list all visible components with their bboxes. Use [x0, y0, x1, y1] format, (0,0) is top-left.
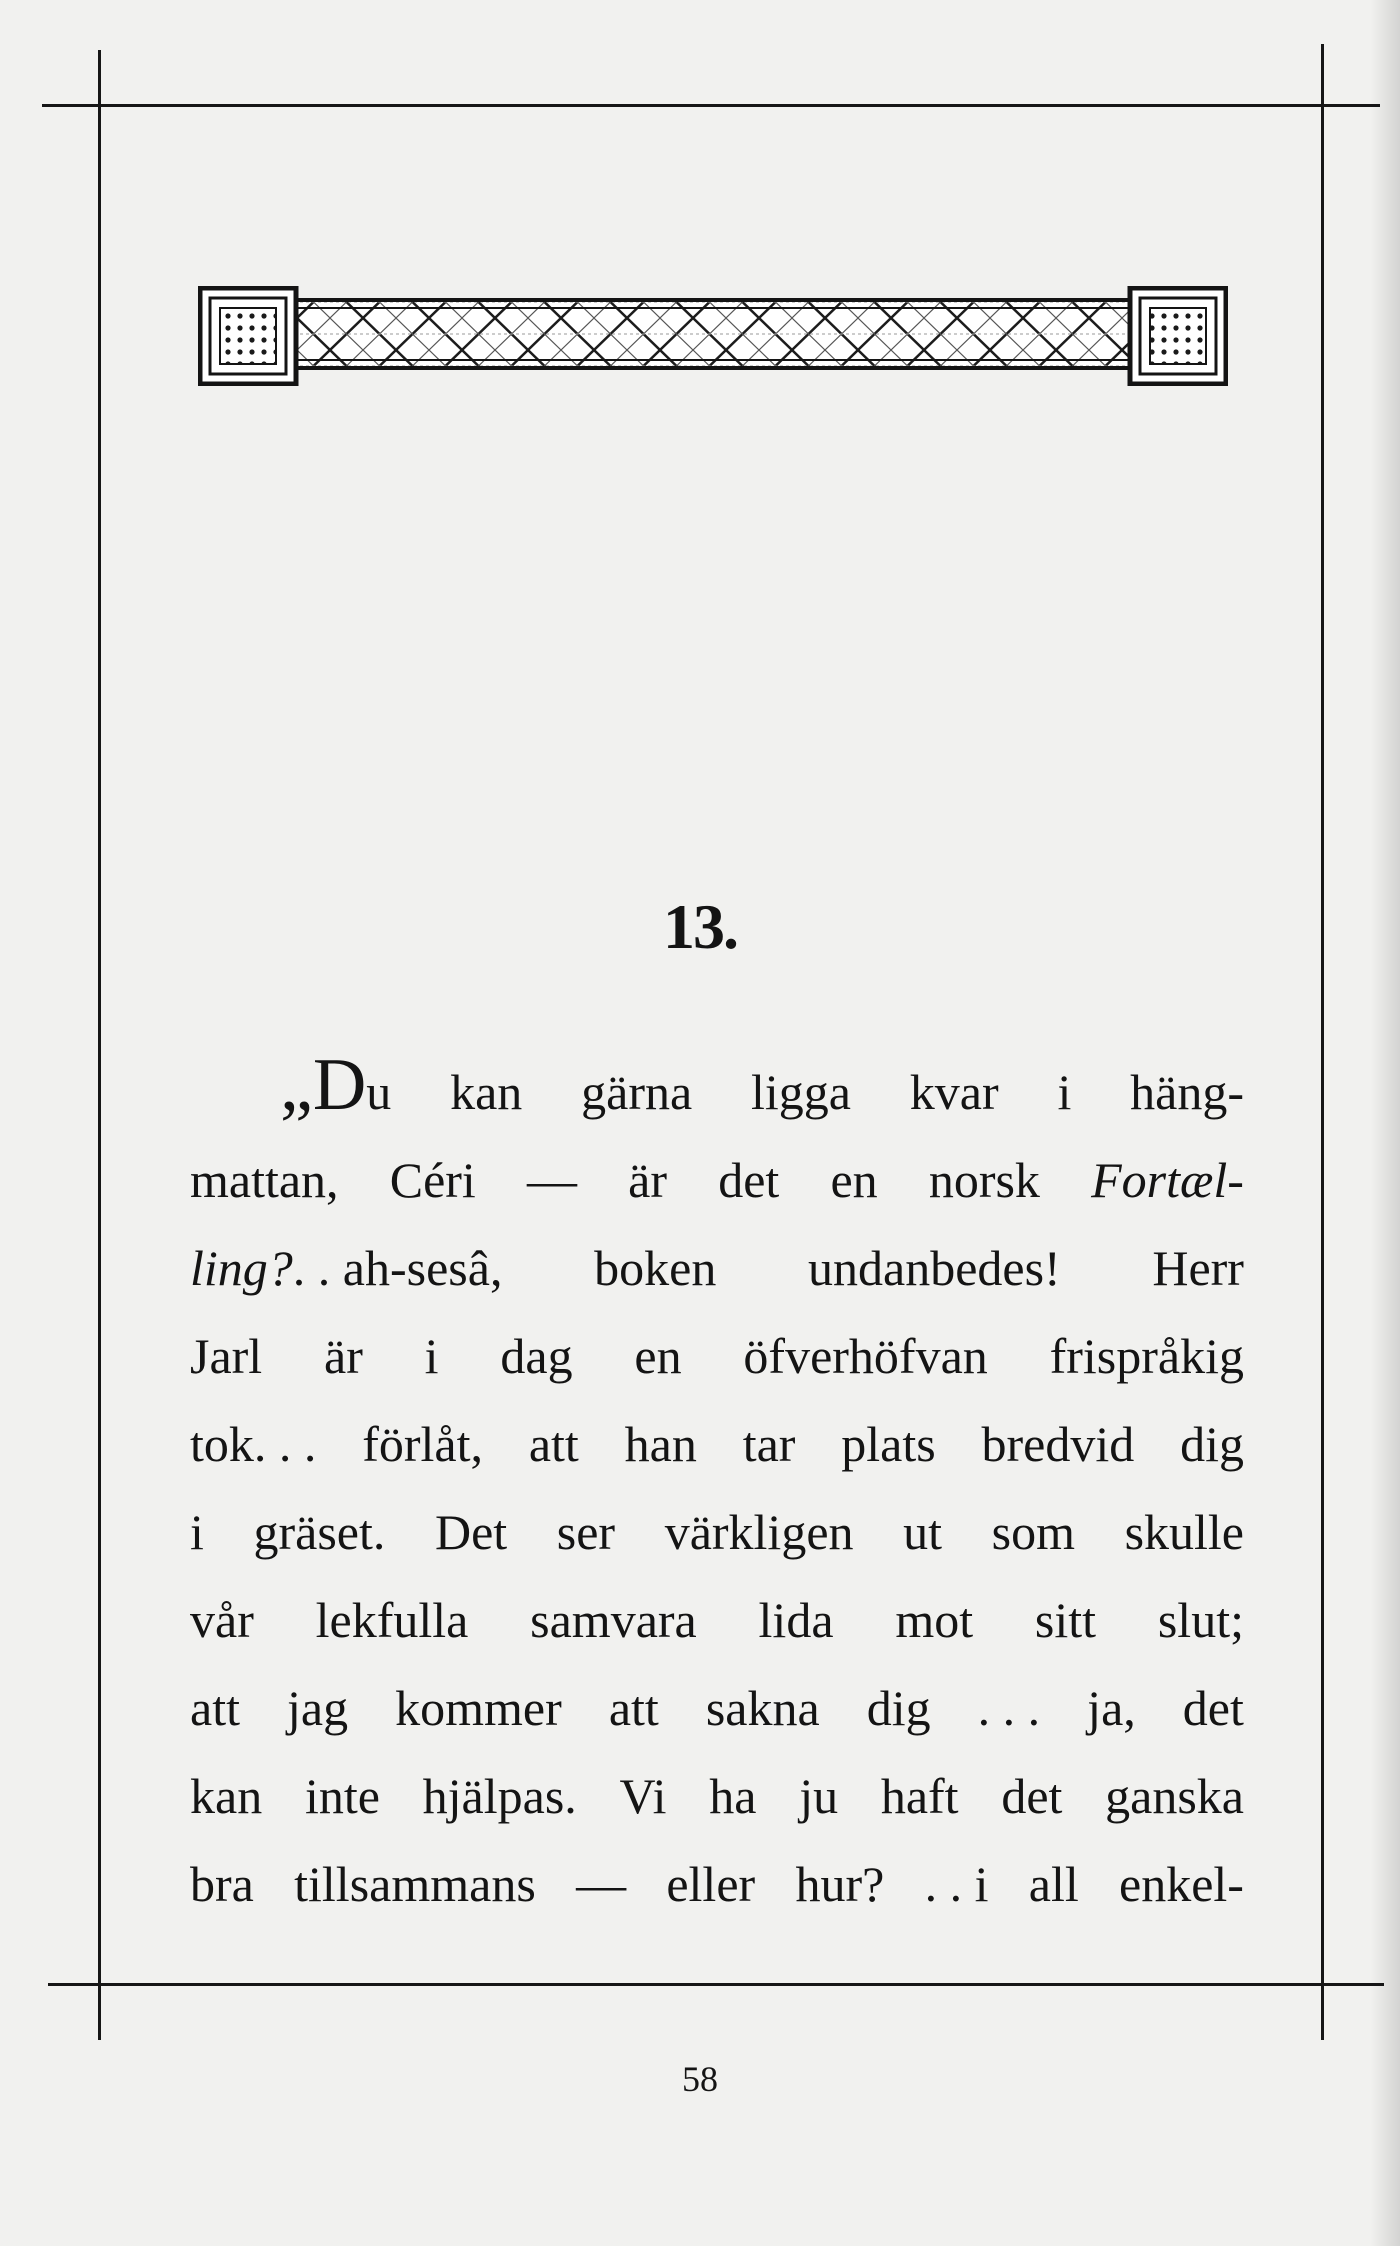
- text-line: i gräset. Det ser värkligen ut som skulle: [190, 1504, 1244, 1560]
- body-text: [190, 1044, 1244, 1928]
- text-line: ling?. . ah-sesâ, boken undanbedes! Herr: [190, 1240, 1244, 1296]
- text-line: bra tillsammans — eller hur? . . i all enkel-: [190, 1856, 1244, 1912]
- drop-cap: „D: [280, 1044, 367, 1126]
- text-line: vår lekfulla samvara lida mot sitt slut;: [190, 1592, 1244, 1648]
- text-line: kan inte hjälpas. Vi ha ju haft det ganska: [190, 1768, 1244, 1824]
- text-line: Jarl är i dag en öfverhöfvan frispråkig: [190, 1328, 1244, 1384]
- text-line: tok. . . förlåt, att han tar plats bredvid dig: [190, 1416, 1244, 1472]
- right-frame-line: [1321, 44, 1324, 2040]
- chapter-number: 13.: [663, 891, 737, 962]
- text-line: „Du kan gärna ligga kvar i häng-: [280, 1044, 1244, 1126]
- left-frame-line: [98, 50, 101, 2040]
- text-line: mattan, Céri — är det en norsk Fortæl-: [190, 1152, 1244, 1208]
- page-number: 58: [682, 2059, 718, 2099]
- page-edge-shading: [1370, 0, 1400, 2246]
- decorative-band-icon: [198, 286, 1228, 386]
- bottom-rule: [48, 1983, 1384, 1986]
- top-rule: [42, 104, 1380, 107]
- text-line: att jag kommer att sakna dig . . . ja, det: [190, 1680, 1244, 1736]
